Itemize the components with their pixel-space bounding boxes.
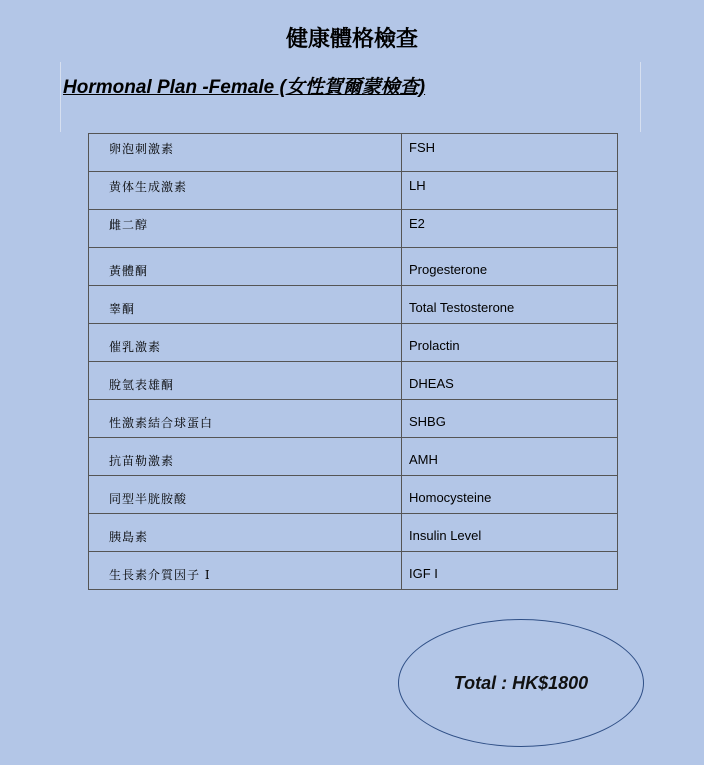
test-name-english: Total Testosterone <box>402 286 618 324</box>
test-name-english: Progesterone <box>402 248 618 286</box>
tests-table <box>88 133 618 590</box>
table-row <box>89 324 618 362</box>
test-name-english: SHBG <box>402 400 618 438</box>
test-name-chinese: 睾酮 <box>89 286 402 324</box>
table-row <box>89 210 618 248</box>
table-row <box>89 476 618 514</box>
test-name-chinese: 抗苗勒激素 <box>89 438 402 476</box>
table-row <box>89 286 618 324</box>
plan-title: Hormonal Plan -Female (女性賀爾蒙檢查) <box>63 77 426 98</box>
table-row <box>89 172 618 210</box>
table-row <box>89 514 618 552</box>
test-name-chinese: 雌二醇 <box>89 210 402 248</box>
test-name-english: Prolactin <box>402 324 618 362</box>
test-name-english: AMH <box>402 438 618 476</box>
total-price: Total : HK$1800 <box>453 672 589 693</box>
test-name-english: FSH <box>402 134 618 172</box>
test-name-english: Homocysteine <box>402 476 618 514</box>
total-price-oval <box>398 619 644 747</box>
test-name-chinese: 黄体生成激素 <box>89 172 402 210</box>
test-name-english: DHEAS <box>402 362 618 400</box>
test-name-chinese: 催乳激素 <box>89 324 402 362</box>
divider-left <box>60 62 61 132</box>
test-name-chinese: 同型半胱胺酸 <box>89 476 402 514</box>
table-row <box>89 362 618 400</box>
test-name-english: Insulin Level <box>402 514 618 552</box>
test-name-chinese: 卵泡刺激素 <box>89 134 402 172</box>
table-row <box>89 438 618 476</box>
test-name-chinese: 脫氫表雄酮 <box>89 362 402 400</box>
test-name-chinese: 胰島素 <box>89 514 402 552</box>
test-name-chinese: 黃體酮 <box>89 248 402 286</box>
table-row <box>89 552 618 590</box>
page-title: 健康體格檢查 <box>285 26 418 52</box>
test-name-chinese: 性激素結合球蛋白 <box>89 400 402 438</box>
test-name-english: E2 <box>402 210 618 248</box>
table-row <box>89 248 618 286</box>
test-name-chinese: 生長素介質因子 I <box>89 552 402 590</box>
table-row <box>89 134 618 172</box>
table-row <box>89 400 618 438</box>
test-name-english: IGF I <box>402 552 618 590</box>
test-name-english: LH <box>402 172 618 210</box>
divider-right <box>640 62 641 132</box>
